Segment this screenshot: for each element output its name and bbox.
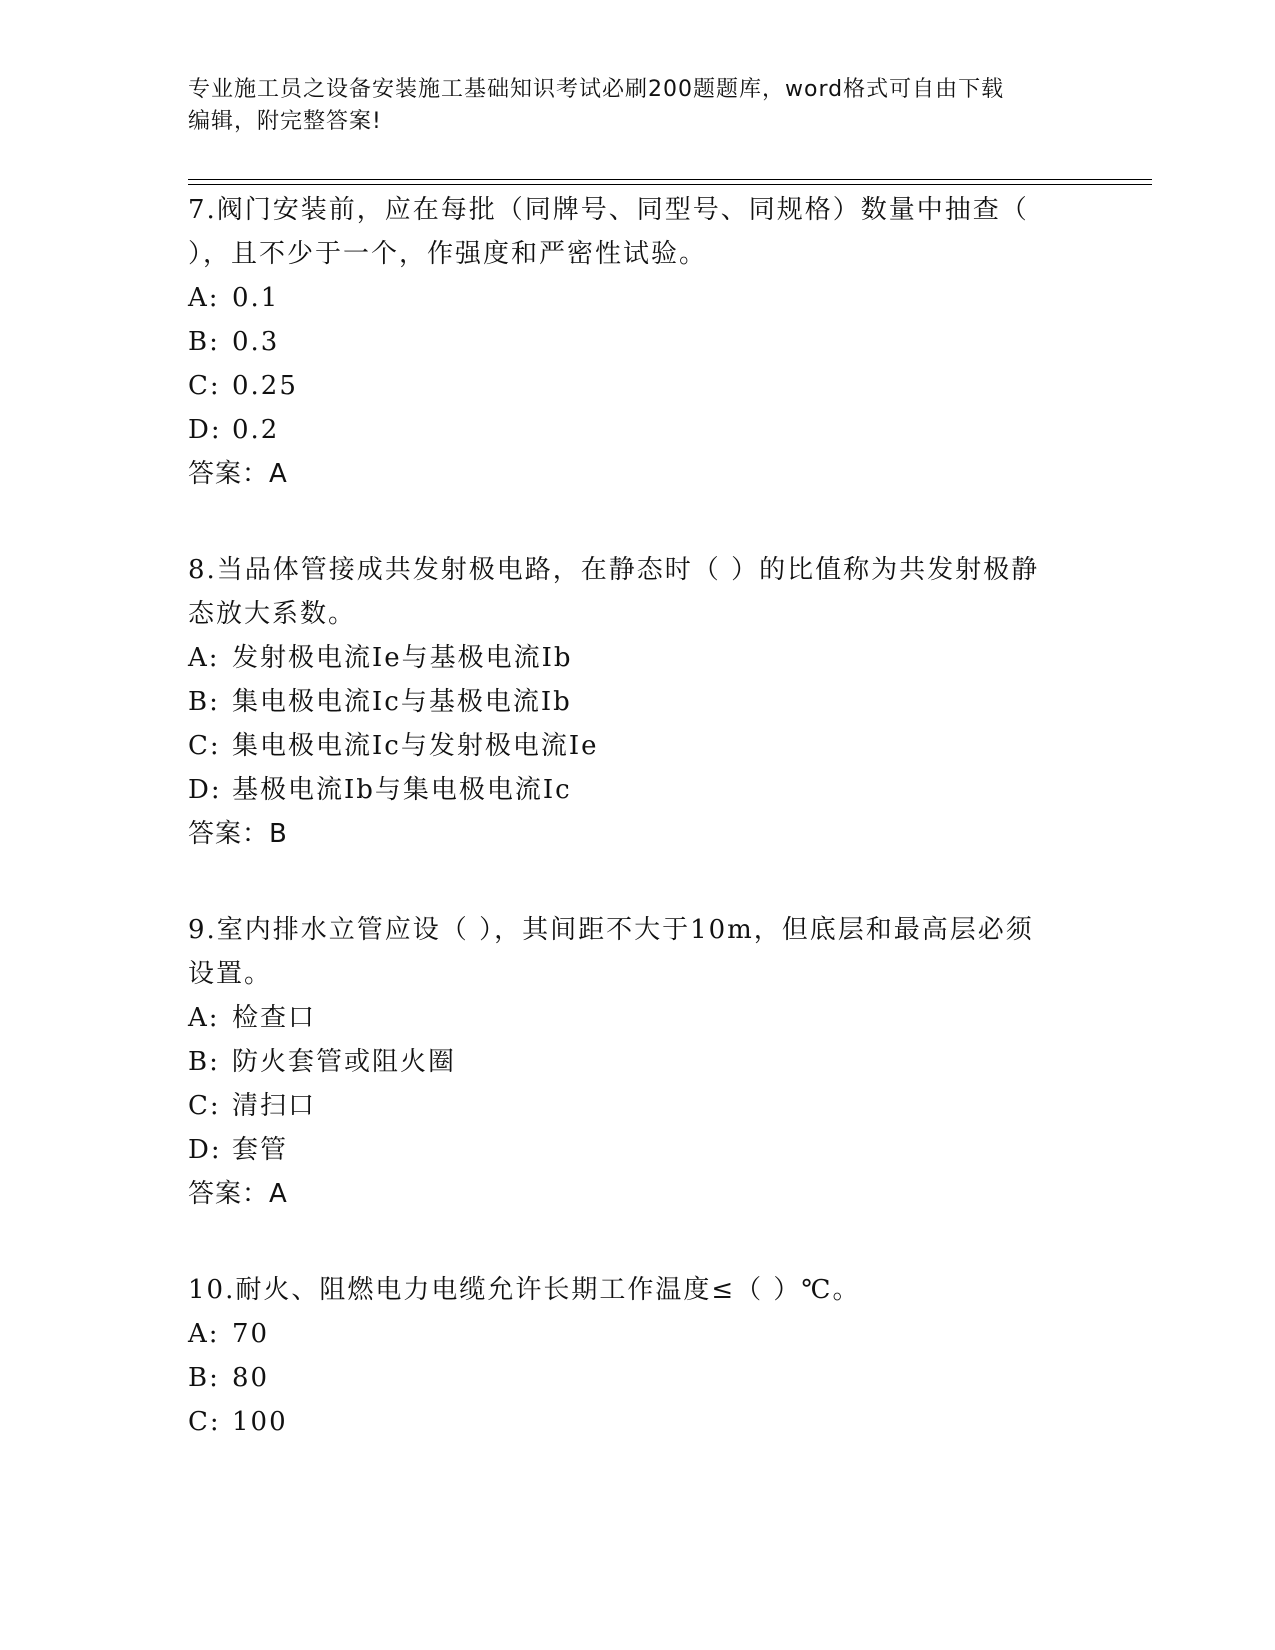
- option-text: 0.2: [232, 415, 280, 445]
- option-text: 套管: [232, 1135, 289, 1165]
- option-label: C:: [188, 731, 221, 761]
- option-b: [188, 682, 572, 722]
- header-line-1: 专业施工员之设备安装施工基础知识考试必刷200题题库，word格式可自由下载: [188, 77, 1005, 102]
- option-text: 集电极电流Ic与基极电流Ib: [232, 687, 572, 717]
- header-line-2: 编辑，附完整答案!: [188, 109, 382, 134]
- question-stem-line: 8.当品体管接成共发射极电路，在静态时（ ）的比值称为共发射极静: [188, 555, 1040, 585]
- option-d: [188, 410, 279, 450]
- question-stem-line: 10.耐火、阻燃电力电缆允许长期工作温度≤（ ）℃。: [188, 1275, 861, 1305]
- option-c: [188, 1086, 316, 1126]
- option-a: [188, 278, 279, 318]
- answer-line: 答案：A: [188, 459, 288, 489]
- question-stem-line: 9.室内排水立管应设（ ），其间距不大于10m，但底层和最高层必须: [188, 915, 1034, 945]
- option-label: D:: [188, 1135, 222, 1165]
- option-label: A:: [188, 643, 220, 673]
- option-label: A:: [188, 1003, 220, 1033]
- question-stem-line: 态放大系数。: [188, 599, 357, 629]
- option-c: [188, 1402, 288, 1442]
- header-divider-top: [188, 179, 1152, 180]
- option-b: [188, 322, 279, 362]
- question-stem-line: 7.阀门安装前，应在每批（同牌号、同型号、同规格）数量中抽查（: [188, 195, 1029, 225]
- option-c: [188, 726, 599, 766]
- document-header: [188, 74, 1068, 138]
- option-text: 0.25: [232, 371, 298, 401]
- option-d: [188, 770, 572, 810]
- option-label: A:: [188, 1319, 220, 1349]
- answer-line: 答案：B: [188, 819, 288, 849]
- question-stem-line: ），且不少于一个，作强度和严密性试验。: [188, 239, 708, 269]
- option-text: 发射极电流Ie与基极电流Ib: [232, 643, 573, 673]
- option-text: 70: [232, 1319, 270, 1349]
- header-divider-bottom: [188, 184, 1152, 185]
- answer-line: 答案：A: [188, 1179, 288, 1209]
- option-text: 检查口: [232, 1003, 317, 1033]
- option-label: D:: [188, 775, 222, 805]
- option-label: C:: [188, 1407, 221, 1437]
- option-label: B:: [188, 687, 220, 717]
- option-d: [188, 1130, 288, 1170]
- option-label: B:: [188, 327, 220, 357]
- option-label: B:: [188, 1363, 220, 1393]
- option-label: A:: [188, 283, 220, 313]
- option-text: 防火套管或阻火圈: [232, 1047, 457, 1077]
- option-text: 80: [232, 1363, 270, 1393]
- option-text: 0.1: [232, 283, 280, 313]
- option-text: 清扫口: [232, 1091, 317, 1121]
- option-b: [188, 1358, 269, 1398]
- option-a: [188, 1314, 269, 1354]
- option-text: 0.3: [232, 327, 280, 357]
- option-label: C:: [188, 1091, 221, 1121]
- option-text: 基极电流Ib与集电极电流Ic: [232, 775, 572, 805]
- option-label: C:: [188, 371, 221, 401]
- option-text: 100: [232, 1407, 288, 1437]
- option-text: 集电极电流Ic与发射极电流Ie: [232, 731, 599, 761]
- option-b: [188, 1042, 456, 1082]
- option-c: [188, 366, 298, 406]
- option-a: [188, 998, 316, 1038]
- option-label: D:: [188, 415, 222, 445]
- option-a: [188, 638, 573, 678]
- question-stem-line: 设置。: [188, 959, 273, 989]
- option-label: B:: [188, 1047, 220, 1077]
